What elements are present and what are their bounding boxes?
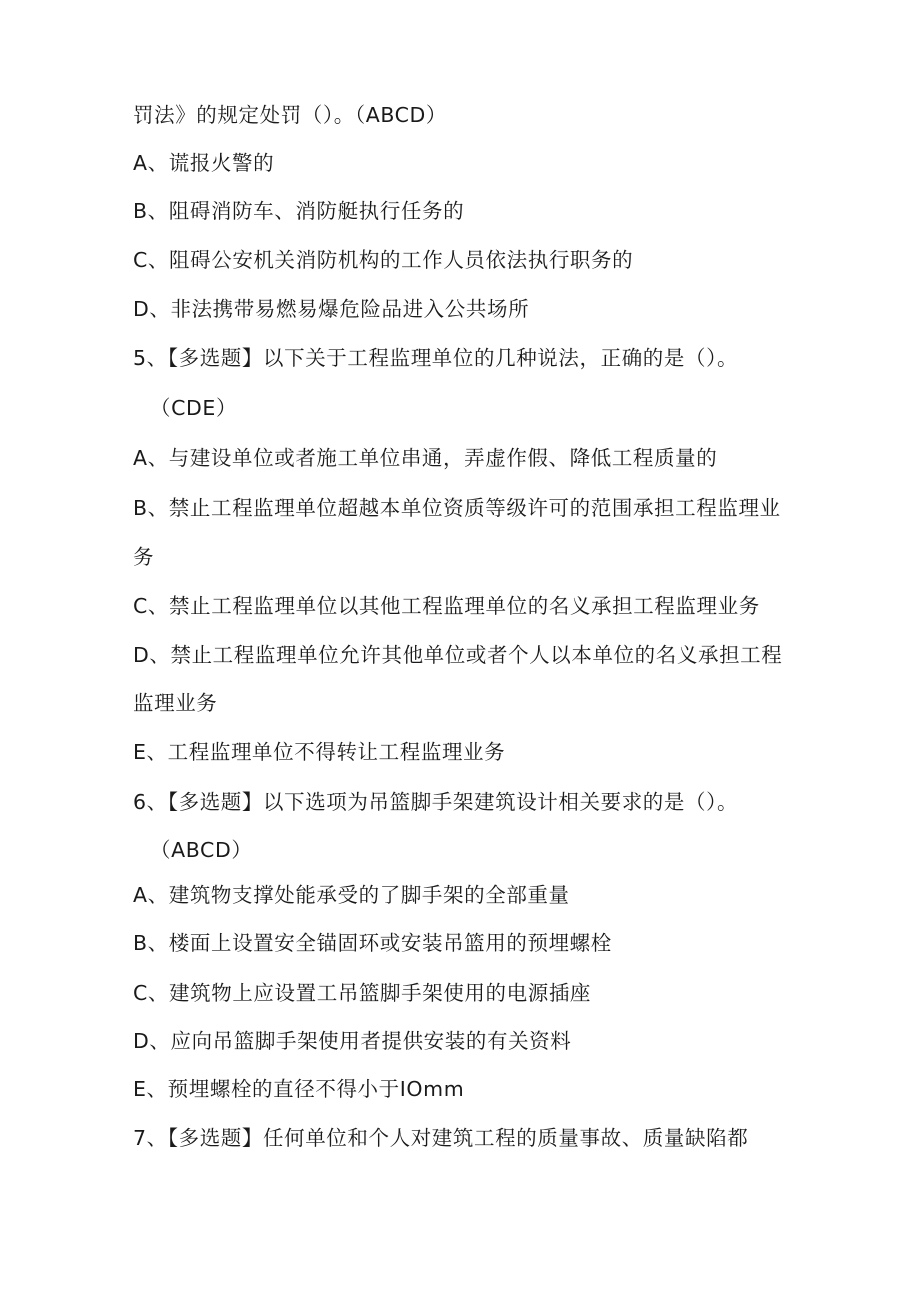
answer-key: （ABCD） (150, 838, 253, 862)
option-line: A、谎报火警的 (133, 151, 275, 175)
option-line: B、禁止工程监理单位超越本单位资质等级许可的范围承担工程监理业 (133, 496, 781, 520)
option-line: C、阻碍公安机关消防机构的工作人员依法执行职务的 (133, 248, 634, 272)
option-line: A、与建设单位或者施工单位串通，弄虚作假、降低工程质量的 (133, 446, 718, 470)
option-line: B、楼面上设置安全锚固环或安装吊篮用的预埋螺栓 (133, 931, 612, 955)
option-line: B、阻碍消防车、消防艇执行任务的 (133, 199, 465, 223)
option-line: D、应向吊篮脚手架使用者提供安装的有关资料 (133, 1029, 572, 1053)
option-line: A、建筑物支撑处能承受的了脚手架的全部重量 (133, 883, 570, 907)
option-line: C、建筑物上应设置工吊篮脚手架使用的电源插座 (133, 981, 592, 1005)
option-line-continued: 务 (133, 545, 155, 569)
option-line: D、非法携带易燃易爆危险品进入公共场所 (133, 297, 530, 321)
text-line: 罚法》的规定处罚（）。（ABCD） (133, 103, 448, 127)
option-line: E、预埋螺栓的直径不得小于IOmm (133, 1077, 465, 1101)
option-line: E、工程监理单位不得转让工程监理业务 (133, 740, 506, 764)
question-line: 5、【多选题】以下关于工程监理单位的几种说法，正确的是（）。 (133, 346, 739, 370)
question-line: 6、【多选题】以下选项为吊篮脚手架建筑设计相关要求的是（）。 (133, 790, 739, 814)
option-line-continued: 监理业务 (133, 691, 218, 715)
question-line: 7、【多选题】任何单位和个人对建筑工程的质量事故、质量缺陷都 (133, 1126, 749, 1150)
answer-key: （CDE） (150, 396, 238, 420)
option-line: C、禁止工程监理单位以其他工程监理单位的名义承担工程监理业务 (133, 594, 760, 618)
option-line: D、禁止工程监理单位允许其他单位或者个人以本单位的名义承担工程 (133, 643, 783, 667)
